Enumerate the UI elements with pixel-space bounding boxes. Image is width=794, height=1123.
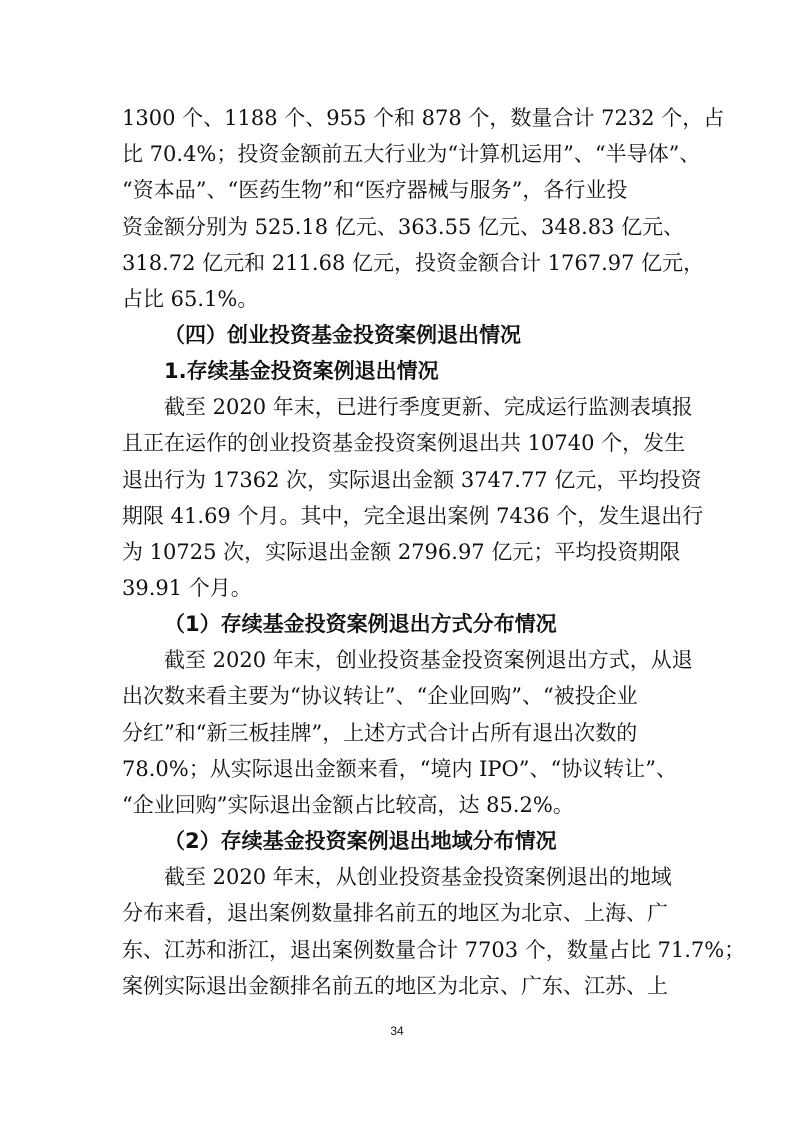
text-line: 分布来看，退出案例数量排名前五的地区为北京、上海、广 bbox=[122, 901, 668, 925]
text-line: 39.91 个月。 bbox=[122, 576, 252, 600]
text-line: 78.0%；从实际退出金额来看，“境内 IPO”、“协议转让”、 bbox=[122, 757, 677, 781]
text-line: 案例实际退出金额排名前五的地区为北京、广东、江苏、上 bbox=[122, 974, 668, 998]
text-line: 比 70.4%；投资金额前五大行业为“计算机运用”、“半导体”、 bbox=[122, 142, 701, 166]
text-line: 截至 2020 年末，从创业投资基金投资案例退出的地域 bbox=[164, 865, 672, 889]
text-line: 退出行为 17362 次，实际退出金额 3747.77 亿元，平均投资 bbox=[122, 468, 702, 492]
text-line: 出次数来看主要为“协议转让”、“企业回购”、“被投企业 bbox=[122, 684, 638, 708]
text-line: “企业回购”实际退出金额占比较高，达 85.2%。 bbox=[122, 793, 574, 817]
section-heading: （四）创业投资基金投资案例退出情况 bbox=[164, 323, 521, 347]
text-line: 占比 65.1%。 bbox=[122, 287, 259, 311]
text-line: 资金额分别为 525.18 亿元、363.55 亿元、348.83 亿元、 bbox=[122, 215, 685, 239]
text-line: “资本品”、“医药生物”和“医疗器械与服务”，各行业投 bbox=[122, 178, 628, 202]
text-line: 期限 41.69 个月。其中，完全退出案例 7436 个，发生退出行 bbox=[122, 504, 704, 528]
subsection-heading: （2）存续基金投资案例退出地域分布情况 bbox=[164, 829, 557, 853]
subsection-heading: （1）存续基金投资案例退出方式分布情况 bbox=[164, 612, 557, 636]
text-line: 截至 2020 年末，已进行季度更新、完成运行监测表填报 bbox=[164, 395, 693, 419]
page-number: 34 bbox=[390, 1024, 404, 1038]
text-line: 318.72 亿元和 211.68 亿元，投资金额合计 1767.97 亿元， bbox=[122, 251, 705, 275]
text-line: 截至 2020 年末，创业投资基金投资案例退出方式，从退 bbox=[164, 648, 693, 672]
text-line: 1300 个、1188 个、955 个和 878 个，数量合计 7232 个，占 bbox=[122, 106, 725, 130]
text-line: 分红”和“新三板挂牌”，上述方式合计占所有退出次数的 bbox=[122, 721, 638, 745]
text-line: 且正在运作的创业投资基金投资案例退出共 10740 个，发生 bbox=[122, 431, 686, 455]
subsection-heading: 1.存续基金投资案例退出情况 bbox=[164, 359, 439, 383]
text-line: 为 10725 次，实际退出金额 2796.97 亿元；平均投资期限 bbox=[122, 540, 681, 564]
text-line: 东、江苏和浙江，退出案例数量合计 7703 个，数量占比 71.7%； bbox=[122, 938, 746, 962]
